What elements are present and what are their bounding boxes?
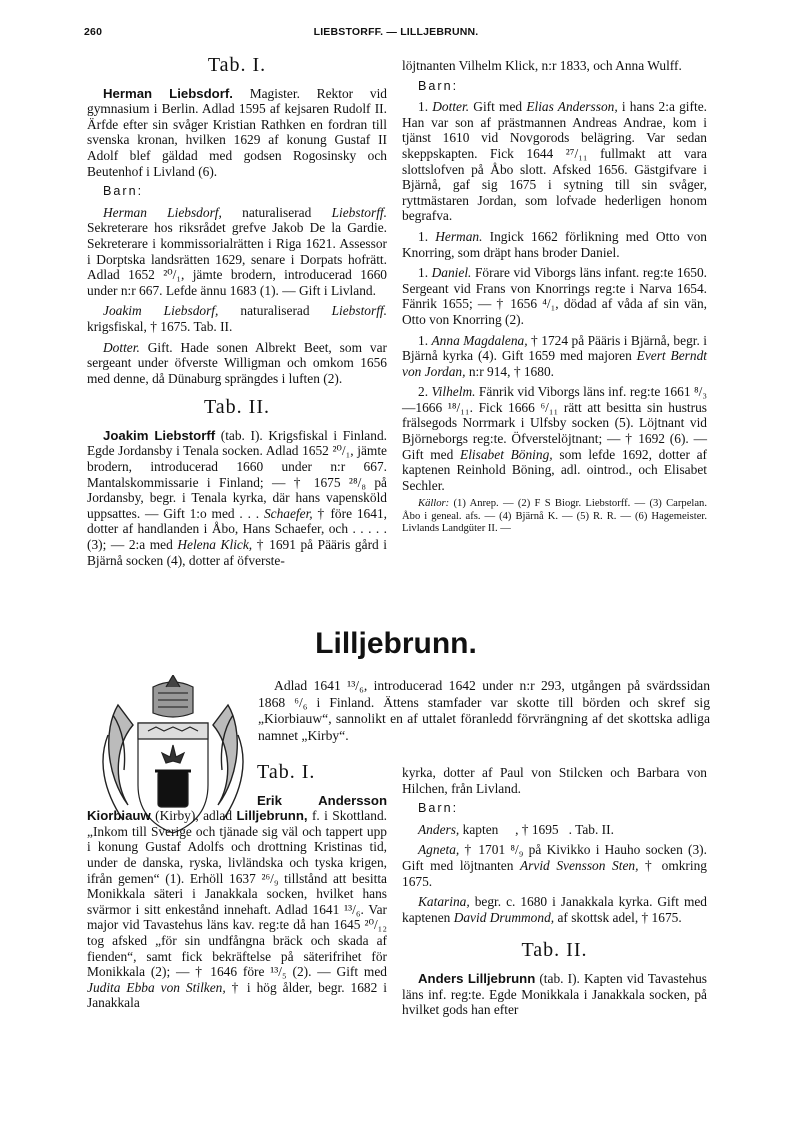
child-entry [87,340,387,387]
barn-label: Barn: [103,184,144,199]
child-name: Dotter. [432,99,470,115]
tab-heading: Tab. I. [207,54,267,76]
entry-number: 1. [418,99,433,115]
continuation-text: löjtnanten Vilhelm Klick, n:r 1833, och Anna Wulff. [402,58,682,73]
sources-label: Källor: [418,498,450,510]
text: i hans 2:a gifte. Han var son af prästmannen Andreas Andrae, kom i tjänst 1610 vid Novgorods belägring. Var sedan skeppskapten. Fick 1644 ²⁷/₁₁ fullmakt att vara slottslofven på Åbo slott. Afsked 1656. Gästgifvare i Bjärnå, gaf sig 1675 i sytning till sin svåger, ryttmästaren Jordan, som lofvade hederligen honom begrafva. [402,99,707,224]
paragraph [87,86,387,180]
text: † 1691 på Pääris gård i Bjärnå socken (4), dotter af öfverste- [87,537,387,568]
spouse-name: Schaefer, [263,505,313,521]
child-name: Agneta, [418,842,460,858]
tab-heading: Tab. II. [521,939,588,962]
person-name: Herman Liebsdorf. [103,85,233,101]
barn-label: Barn: [418,78,459,93]
family-intro: Adlad 1641 ¹³/₆, introducerad 1642 under n:r 293, utgången på svärdssidan 1868 ⁶/₆ i Finland. Ättens stamfader var skotte till börden och skref sig „Kiorbiauw“, sannolikt en af uttalet föranledd förvrängning af det skottska adliga namnet „Kirby“. [258,678,710,743]
text: † före 1641, dotter af handlanden i Åbo, Hans Schaefer, och . . . . . (3); — 2:a med [87,505,387,553]
child-entry [402,894,707,925]
continuation-text: kyrka, dotter af Paul von Stilcken och Barbara von Hilchen, från Livland. [402,765,707,796]
naturalized-name: Liebstorff. [331,204,387,220]
spouse-name: Arvid Svensson Sten, [520,857,639,873]
paragraph [402,971,707,1018]
text: begr. c. 1680 i Janakkala kyrka. Gift med kaptenen [402,894,707,925]
child-name: Herman Liebsdorf, [103,204,222,220]
text: f. i Skottland. „Inkom till Sverige och tjänade sig väl och tappert upp i konung Gustaf Adolfs och drottning Kristinas tid, under de danska, ryska, livländska och tyska krigen, ifrån gemen“ (1). Erhöll 1637 ²⁶/₉ tillstånd att besitta Monikkala säteri i Janakkala socken, hvilket hans svärmor i sitt enkestånd innehaft. Adlad 1641 ¹³/₆. Var major vid Tavastehus läns kav. reg:te då han 1645 ²⁰/₁₂ tog afsked „för sin undfångna bräck och skada af fienden“, samt fick bekräftelse på säterifrihet för Monikkala (2); — † 1646 före ¹³/₅ (2). — Gift med [87,808,387,980]
text: (tab. I). Kapten vid Tavastehus läns inf. reg:te. Egde Monikkala i Janakkala socken, på hvilket gods han efter [402,970,707,1018]
child-name: Joakim Liebsdorf, [103,303,219,319]
person-name: Lilljebrunn, [236,808,308,824]
running-title: LIEBSTORFF. — LILLJEBRUNN. [313,26,479,38]
spouse-name: Evert Berndt von Jordan, [402,348,707,379]
paragraph [87,793,387,1011]
text: Förare vid Viborgs läns infant. reg:te 1650. Sergeant vid Frans von Knorrings reg:te i Narva 1654. Fänrik 1655; — † 1656 ⁴/₁, dödad af våda af sin vän, Otto von Knorring (2). [402,265,707,327]
paragraph [87,428,387,568]
child-name: Herman. [435,228,483,244]
spouse-name: Judita Ebba von Stilken, [87,979,226,995]
right-column [402,58,707,541]
sources-text: (1) Anrep. — (2) F S Biogr. Liebstorff. — (3) Carpelan. Åbo i geneal. afs. — (4) Bjärnå K. — (5) R. R. — (6) Hagemeister. Livlands Landgüter II. — [402,498,707,535]
left-column [87,54,387,573]
child-entry [402,229,707,260]
text: af skottsk adel, † 1675. [554,909,682,925]
person-name: Joakim Liebstorff [103,427,216,443]
text: Magister. Rektor vid gymnasium i Berlin. Adlad 1595 af kejsaren Rudolf II. Ärfde efter sin svåger Kristian Rathken en fordran till svenska kronan, hvilken 1629 af konung Gustaf II Adolf blef gäldad med godsen Rogosinsky och Beutenhof i Livland (6). [87,85,387,179]
text: n:r 914, † 1680. [465,363,554,379]
child-entry [402,333,707,380]
text: † 1701 ⁸/₉ på Kivikko i Hauho socken (3). Gift med löjtnanten [402,842,707,873]
naturalized-name: Liebstorff. [331,303,387,319]
text: † i hög ålder, begr. 1682 i Janakkala [87,979,387,1011]
text: Gift. Hade sonen Albrekt Beet, som var sergeant under öfverste Willigman och omkom 1656 med denne, då Dünaburg sprängdes i luften (2). [87,339,387,386]
text: (tab. I). Krigsfiskal i Finland. Egde Jordansby i Tenala socken. Adlad 1652 ²⁰/₁, jämte brodern, introducerad 1660 under n:r 667. Mantalskommissarie i Finland; — † 1675 ²⁸/₈ på Jordansby, begr. i Tenala kyrka, där hans vapensköld uppsattes. — Gift 1:o med . . . [87,427,387,521]
tab-heading: Tab. I. [257,761,316,783]
child-name: Anders, [418,821,460,837]
sources-note [402,498,707,535]
spouse-name: David Drummond, [453,909,555,925]
text: Gift med [469,99,527,115]
spouse-name: Helena Klick, [177,537,253,553]
tab-heading: Tab. II. [203,396,271,419]
entry-number: 1. [418,332,432,348]
child-name: Anna Magdalena, [431,332,528,348]
entry-number: 1. [418,265,432,281]
child-name: Katarina, [418,894,470,910]
lower-right-column [402,765,707,1023]
child-entry [402,842,707,889]
child-entry [87,303,387,334]
text: † omkring 1675. [402,857,707,889]
child-entry [402,822,707,838]
child-name: Dotter. [103,339,140,355]
entry-number: 1. [418,228,436,244]
person-name: Anders Lilljebrunn [418,970,536,986]
child-entry [402,265,707,327]
spouse-name: Elias Andersson, [526,99,618,115]
page-number: 260 [84,26,103,38]
text: Fänrik vid Viborgs läns inf. reg:te 1661 ⁸/₃—1666 ¹⁸/₁₁. Fick 1666 ⁶/₁₁ rätt att besitta sin hustrus frälsegods Norrmark i Ulfsby socken (5). Löjtnant vid Björneborgs reg:te. Öfverstelöjtnant; — † 1692 (6). — Gift med [402,384,708,462]
spouse-name: Elisabet Böning, [460,446,553,462]
text: Ingick 1662 förlikning med Otto von Knorring, som dräpt hans broder Daniel. [402,228,707,260]
text: † 1724 på Pääris i Bjärnå, begr. i Bjärnå kyrka (4). Gift 1659 med majoren [402,332,707,364]
child-name: Vilhelm. [431,384,476,400]
lower-left-column [87,761,387,1016]
child-entry [402,384,707,493]
text: naturaliserad [218,303,332,319]
person-name: Erik Andersson Kiorbiauw [87,792,387,824]
entry-number: 2. [418,384,432,400]
child-entry [87,205,387,299]
text: (Kirby), adlad [150,808,237,824]
text: naturaliserad [221,204,332,220]
text: som lefde 1692, dotter af kaptenen Reinhold Böning, adl. ointrod., och Elisabet Sechler. [402,446,708,493]
text: krigsfiskal, † 1675. Tab. II. [87,318,233,334]
child-entry [402,99,707,224]
text: kapten , † 1695 . Tab. II. [459,821,614,837]
child-name: Daniel. [431,265,472,281]
barn-label: Barn: [418,801,459,816]
text: Sekreterare hos riksrådet grefve Jakob De la Gardie. Sekreterare i kommissorialrätten i Riga 1621. Assessor i Dorptska landsrätten 1629, senare i Dorpats hofrätt. Adlad 1652 ²⁰/₁, jämte brodern, introducerad 1660 under n:r 667. Lefde ännu 1683 (1). — Gift i Livland. [87,220,387,298]
section-title: Lilljebrunn. [315,627,477,660]
